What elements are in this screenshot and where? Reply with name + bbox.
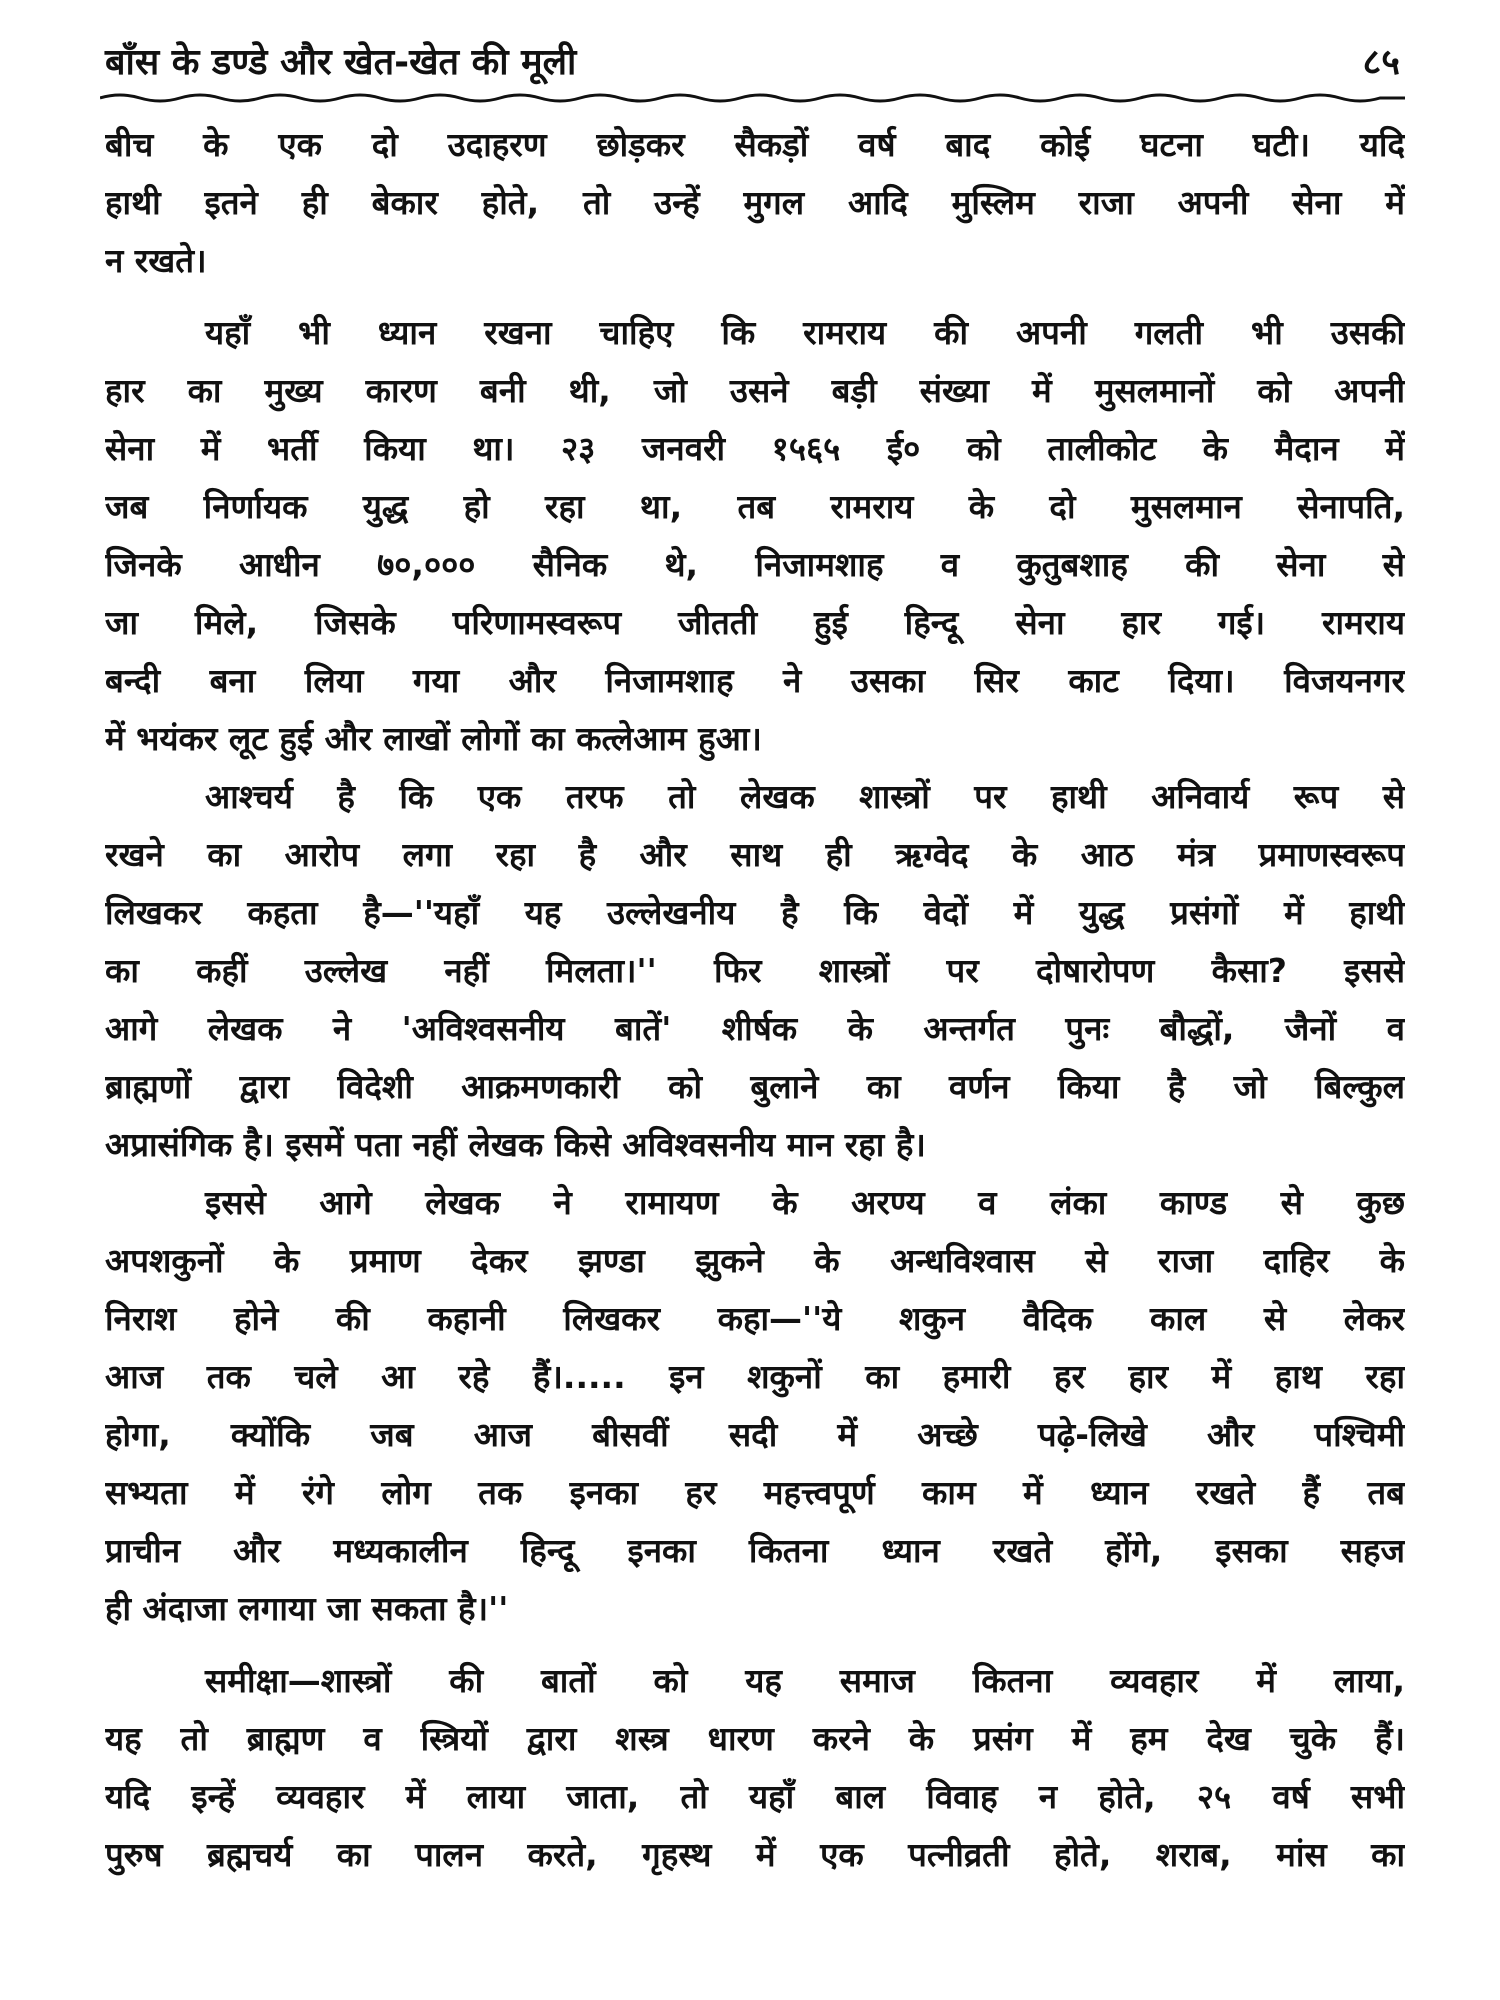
text-line: अप्रासंगिक है। इसमें पता नहीं लेखक किसे अविश्वसनीय मान रहा है। [105, 1125, 926, 1164]
text-line: रखने का आरोप लगा रहा है और साथ ही ऋग्वेद के आठ मंत्र प्रमाणस्वरूप [105, 835, 1405, 874]
text-line: ही अंदाजा लगाया जा सकता है।'' [105, 1589, 509, 1628]
text-line: होगा, क्योंकि जब आज बीसवीं सदी में अच्छे पढ़े-लिखे और पश्चिमी [105, 1415, 1405, 1454]
text-line: लिखकर कहता है—''यहाँ यह उल्लेखनीय है कि वेदों में युद्ध प्रसंगों में हाथी [105, 893, 1405, 932]
text-line: यह तो ब्राह्मण व स्त्रियों द्वारा शस्त्र धारण करने के प्रसंग में हम देख चुके हैं। [105, 1719, 1405, 1758]
text-line: यहाँ भी ध्यान रखना चाहिए कि रामराय की अपनी गलती भी उसकी [205, 313, 1405, 352]
text-line: निराश होने की कहानी लिखकर कहा—''ये शकुन वैदिक काल से लेकर [105, 1299, 1405, 1338]
paragraph-4 [105, 1174, 1405, 1638]
text-line: ब्राह्मणों द्वारा विदेशी आक्रमणकारी को बुलाने का वर्णन किया है जो बिल्कुल [105, 1067, 1405, 1106]
text-line: में भयंकर लूट हुई और लाखों लोगों का कत्लेआम हुआ। [105, 719, 762, 758]
header-divider [100, 92, 1405, 104]
paragraph-5 [105, 1652, 1405, 1884]
page-header [105, 38, 1405, 98]
text-line: बीच के एक दो उदाहरण छोड़कर सैकड़ों वर्ष बाद कोई घटना घटी। यदि [105, 125, 1405, 164]
text-line: अपशकुनों के प्रमाण देकर झण्डा झुकने के अन्धविश्वास से राजा दाहिर के [105, 1241, 1405, 1280]
text-line: सेना में भर्ती किया था। २३ जनवरी १५६५ ई० को तालीकोट के मैदान में [105, 429, 1405, 468]
text-line: का कहीं उल्लेख नहीं मिलता।'' फिर शास्त्रों पर दोषारोपण कैसा? इससे [105, 951, 1405, 990]
paragraph-2 [105, 304, 1405, 768]
text-line: समीक्षा—शास्त्रों की बातों को यह समाज कितना व्यवहार में लाया, [205, 1661, 1405, 1700]
page-number: ८५ [1362, 42, 1400, 83]
running-title: बाँस के डण्डे और खेत-खेत की मूली [105, 42, 577, 83]
text-line: पुरुष ब्रह्मचर्य का पालन करते, गृहस्थ में एक पत्नीव्रती होते, शराब, मांस का [105, 1835, 1405, 1874]
text-line: जिनके आधीन ७०,००० सैनिक थे, निजामशाह व कुतुबशाह की सेना से [105, 545, 1405, 584]
text-line: न रखते। [105, 241, 207, 280]
text-line: हाथी इतने ही बेकार होते, तो उन्हें मुगल आदि मुस्लिम राजा अपनी सेना में [105, 183, 1405, 222]
text-line: बन्दी बना लिया गया और निजामशाह ने उसका सिर काट दिया। विजयनगर [105, 661, 1405, 700]
text-line: हार का मुख्य कारण बनी थी, जो उसने बड़ी संख्या में मुसलमानों को अपनी [105, 371, 1405, 410]
body-text [105, 116, 1405, 1884]
text-line: यदि इन्हें व्यवहार में लाया जाता, तो यहाँ बाल विवाह न होते, २५ वर्ष सभी [105, 1777, 1405, 1816]
text-line: जा मिले, जिसके परिणामस्वरूप जीतती हुई हिन्दू सेना हार गई। रामराय [105, 603, 1405, 642]
text-line: जब निर्णायक युद्ध हो रहा था, तब रामराय के दो मुसलमान सेनापति, [105, 487, 1405, 526]
paragraph-1 [105, 116, 1405, 290]
text-line: आज तक चले आ रहे हैं।..... इन शकुनों का हमारी हर हार में हाथ रहा [105, 1357, 1405, 1396]
text-line: सभ्यता में रंगे लोग तक इनका हर महत्त्वपूर्ण काम में ध्यान रखते हैं तब [105, 1473, 1405, 1512]
paragraph-3 [105, 768, 1405, 1174]
text-line: प्राचीन और मध्यकालीन हिन्दू इनका कितना ध्यान रखते होंगे, इसका सहज [105, 1531, 1405, 1570]
text-line: आश्चर्य है कि एक तरफ तो लेखक शास्त्रों पर हाथी अनिवार्य रूप से [205, 777, 1405, 816]
text-line: इससे आगे लेखक ने रामायण के अरण्य व लंका काण्ड से कुछ [205, 1183, 1405, 1222]
text-line: आगे लेखक ने 'अविश्वसनीय बातें' शीर्षक के अन्तर्गत पुनः बौद्धों, जैनों व [105, 1009, 1405, 1048]
